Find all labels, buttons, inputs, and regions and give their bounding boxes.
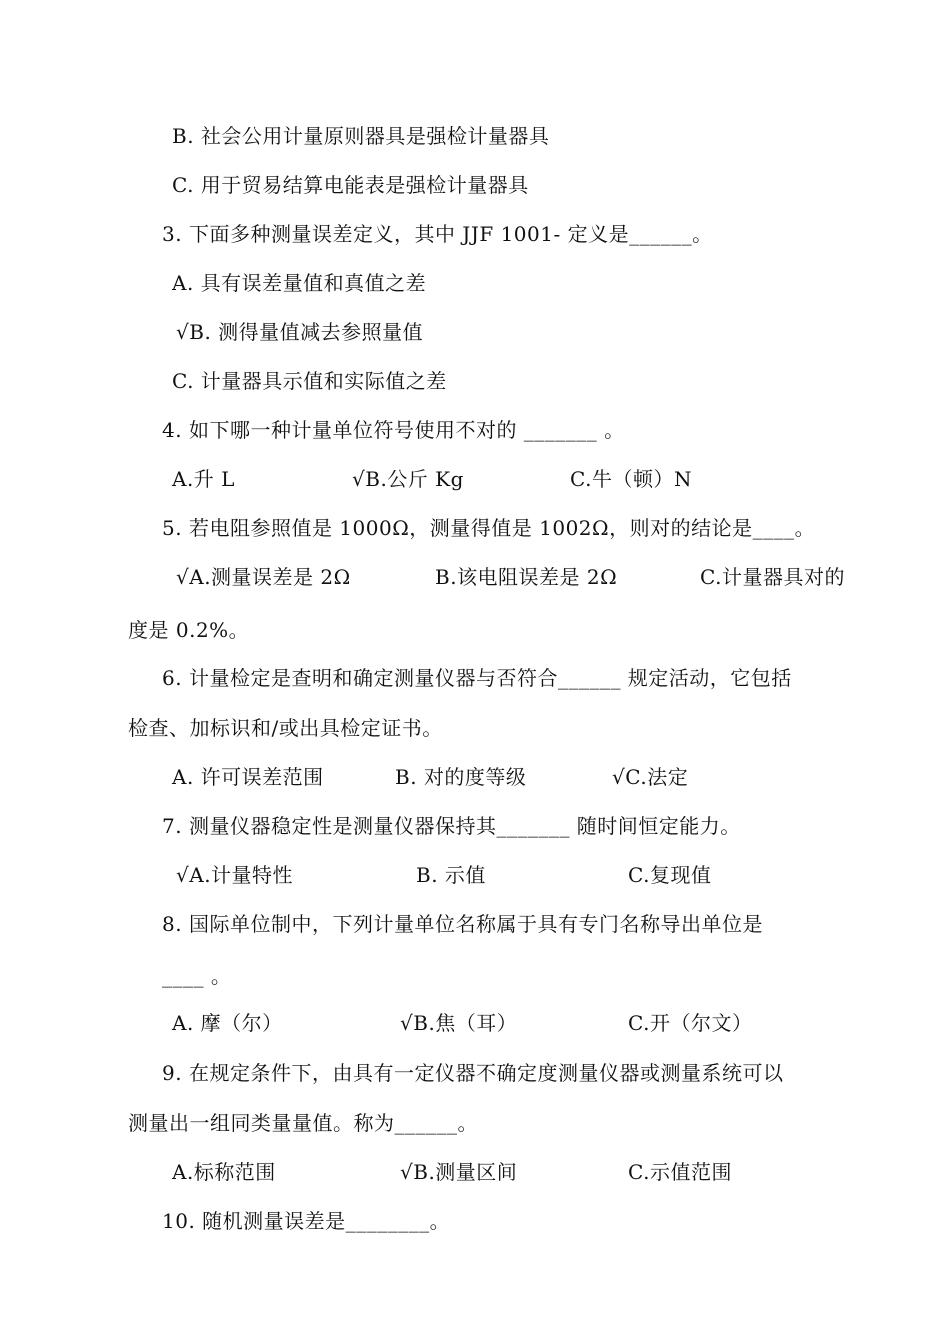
q8-option-c: C.开（尔文） <box>628 1011 753 1035</box>
q9-option-a: A.标称范围 <box>172 1160 276 1184</box>
q8-option-b: √B.焦（耳） <box>400 1011 518 1035</box>
question-4: 4. 如下哪一种计量单位符号使用不对的 _______ 。 <box>162 418 625 442</box>
q2-option-c: C. 用于贸易结算电能表是强检计量器具 <box>172 173 529 197</box>
q7-option-b: B. 示值 <box>416 863 486 887</box>
question-9: 9. 在规定条件下，由具有一定仪器不确定度测量仪器或测量系统可以 <box>162 1061 784 1085</box>
q5-option-c: C.计量器具对的 <box>700 565 845 589</box>
q6-option-c: √C.法定 <box>612 765 689 789</box>
q3-option-b: √B. 测得量值减去参照量值 <box>176 320 424 344</box>
q6-option-a: A. 许可误差范围 <box>172 765 324 789</box>
q4-option-a: A.升 L <box>172 467 235 491</box>
q7-option-c: C.复现值 <box>628 863 712 887</box>
q4-option-c: C.牛（顿）N <box>570 467 692 491</box>
q5-option-a: √A.测量误差是 2Ω <box>176 565 351 589</box>
question-5: 5. 若电阻参照值是 1000Ω，测量得值是 1002Ω，则对的结论是____。 <box>162 516 816 540</box>
q3-option-c: C. 计量器具示值和实际值之差 <box>172 369 447 393</box>
q9-option-b: √B.测量区间 <box>400 1160 518 1184</box>
q3-option-a: A. 具有误差量值和真值之差 <box>172 271 427 295</box>
q5-option-b: B.该电阻误差是 2Ω <box>435 565 618 589</box>
question-7: 7. 测量仪器稳定性是测量仪器保持其_______ 随时间恒定能力。 <box>162 814 741 838</box>
q6-option-b: B. 对的度等级 <box>395 765 527 789</box>
question-9-continued: 测量出一组同类量量值。称为______。 <box>128 1111 478 1135</box>
question-8-continued: ____ 。 <box>162 964 232 988</box>
q9-option-c: C.示值范围 <box>628 1160 732 1184</box>
question-6: 6. 计量检定是查明和确定测量仪器与否符合______ 规定活动，它包括 <box>162 666 792 690</box>
q4-option-b: √B.公斤 Kg <box>352 467 464 491</box>
q8-option-a: A. 摩（尔） <box>172 1011 283 1035</box>
question-3: 3. 下面多种测量误差定义，其中 JJF 1001- 定义是______。 <box>162 222 713 246</box>
question-6-continued: 检查、加标识和/或出具检定证书。 <box>128 716 443 740</box>
question-8: 8. 国际单位制中，下列计量单位名称属于具有专门名称导出单位是 <box>162 912 763 936</box>
q5-option-c-continued: 度是 0.2%。 <box>128 618 250 642</box>
q2-option-b: B. 社会公用计量原则器具是强检计量器具 <box>172 124 550 148</box>
q7-option-a: √A.计量特性 <box>176 863 294 887</box>
question-10: 10. 随机测量误差是________。 <box>162 1209 451 1233</box>
